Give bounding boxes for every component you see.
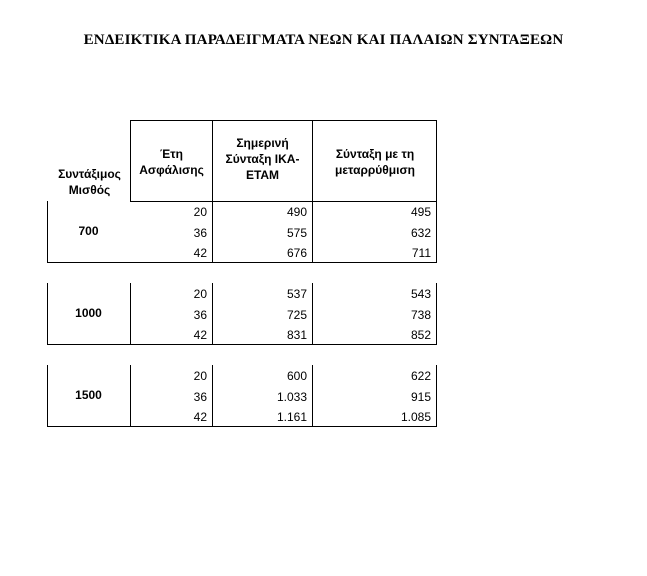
years-cell: 20 [193,205,207,219]
reform-cell: 543 [410,287,431,301]
years-cell: 36 [193,226,207,240]
header-current-pension: Σημερινή Σύνταξη ΙΚΑ- ΕΤΑΜ [225,136,300,182]
years-cell: 20 [193,287,207,301]
header-years: Έτη Ασφάλισης [139,147,204,177]
salary-value: 1000 [75,306,102,320]
current-cell: 600 [286,369,307,383]
years-cell: 20 [193,369,207,383]
salary-value: 1500 [75,388,102,402]
reform-cell: 632 [410,226,431,240]
current-cell: 575 [286,226,307,240]
current-cell: 537 [286,287,307,301]
years-cell: 36 [193,390,207,404]
current-cell: 490 [286,205,307,219]
page-title: ΕΝΔΕΙΚΤΙΚΑ ΠΑΡΑΔΕΙΓΜΑΤΑ ΝΕΩΝ ΚΑΙ ΠΑΛΑΙΩΝ ΣΥΝΤΑΞΕΩΝ [83,32,564,48]
salary-value: 700 [78,224,99,238]
header-reform-pension: Σύνταξη με τη μεταρρύθμιση [335,147,415,177]
reform-cell: 1.085 [400,410,431,424]
reform-cell: 915 [410,390,431,404]
reform-cell: 852 [410,328,431,342]
current-cell: 676 [286,246,307,260]
reform-cell: 495 [410,205,431,219]
years-cell: 42 [193,410,207,424]
years-cell: 36 [193,308,207,322]
years-cell: 42 [193,328,207,342]
current-cell: 1.161 [276,410,307,424]
current-cell: 831 [286,328,307,342]
reform-cell: 738 [410,308,431,322]
current-cell: 1.033 [276,390,307,404]
reform-cell: 711 [411,246,431,260]
header-salary: Συντάξιμος Μισθός [58,167,121,197]
current-cell: 725 [286,308,307,322]
years-cell: 42 [193,246,207,260]
reform-cell: 622 [410,369,431,383]
